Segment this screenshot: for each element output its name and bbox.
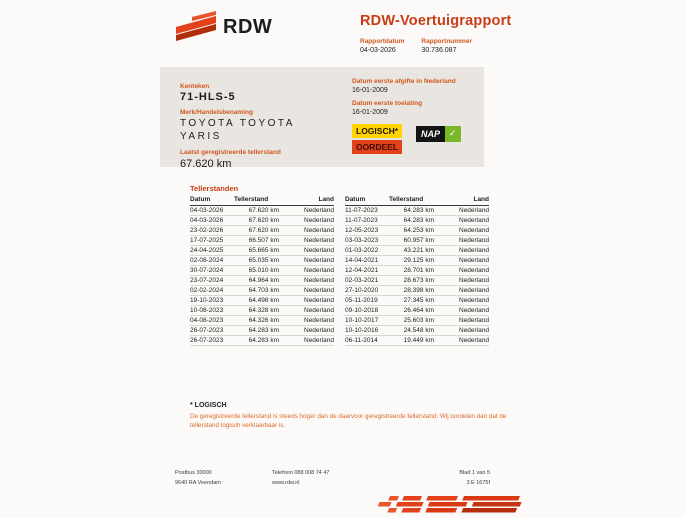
cell-tellerstand: 65.035 km: [248, 257, 279, 264]
table-row: [190, 236, 334, 246]
cell-land: Nederland: [304, 227, 334, 234]
cell-tellerstand: 64.283 km: [403, 207, 434, 214]
cell-datum: 05-11-2019: [345, 297, 378, 304]
cell-tellerstand: 43.221 km: [403, 247, 434, 254]
table-row: [345, 266, 489, 276]
cell-tellerstand: 64.328 km: [248, 307, 279, 314]
cell-tellerstand: 64.283 km: [403, 217, 434, 224]
cell-tellerstand: 66.507 km: [248, 237, 279, 244]
afgifte-value: 16-01-2009: [352, 87, 388, 94]
footer-address-line1: Postbus 30000: [175, 470, 212, 476]
table-row: [345, 336, 489, 346]
table-row: [190, 206, 334, 216]
footer-address-line2: 9640 RA Veendam: [175, 480, 221, 487]
cell-tellerstand: 64.964 km: [248, 277, 279, 284]
toelating-value: 16-01-2009: [352, 109, 388, 116]
rdw-logo: [172, 11, 272, 44]
table-row: [190, 276, 334, 286]
nap-logo: [416, 126, 461, 142]
table-row: [190, 216, 334, 226]
cell-datum: 26-07-2023: [190, 337, 224, 344]
table-row: [345, 206, 489, 216]
table-row: [345, 316, 489, 326]
rapportnummer-label: Rapportnummer: [421, 38, 472, 45]
table-row: [190, 256, 334, 266]
cell-land: Nederland: [304, 337, 334, 344]
table-row: [345, 286, 489, 296]
merk-value-line1: TOYOTA TOYOTA: [180, 118, 295, 129]
merk-value-line2: YARIS: [180, 131, 222, 142]
footer-phone: Telefoon 088 008 74 47: [272, 470, 330, 476]
table-row: [190, 286, 334, 296]
cell-tellerstand: 60.957 km: [403, 237, 434, 244]
cell-land: Nederland: [304, 307, 334, 314]
tellerstand-label: Laatst geregistreerde tellerstand: [180, 149, 281, 156]
cell-datum: 14-04-2021: [345, 257, 379, 264]
cell-tellerstand: 19.449 km: [403, 337, 434, 344]
cell-tellerstand: 28.398 km: [403, 287, 434, 294]
logisch-oordeel-badge: [352, 124, 402, 154]
cell-tellerstand: 28.673 km: [403, 277, 434, 284]
cell-tellerstand: 26.464 km: [403, 307, 434, 314]
cell-tellerstand: 64.283 km: [248, 327, 279, 334]
tellerstanden-section-title: Tellerstanden: [190, 184, 239, 193]
nap-logo-text: NAP: [416, 126, 445, 142]
column-header-tellerstand: Tellerstand: [389, 196, 424, 203]
cell-tellerstand: 27.345 km: [403, 297, 434, 304]
cell-tellerstand: 64.253 km: [403, 227, 434, 234]
table-body-left: [190, 206, 334, 346]
logisch-note-title: * LOGISCH: [190, 402, 227, 409]
tellerstanden-tables: [190, 194, 490, 346]
rdw-stripes-decoration: [368, 496, 522, 518]
column-header-datum: Datum: [345, 196, 366, 203]
cell-land: Nederland: [304, 217, 334, 224]
cell-datum: 26-07-2023: [190, 327, 224, 334]
cell-land: Nederland: [304, 257, 334, 264]
merk-label: Merk/Handelsbenaming: [180, 109, 253, 116]
cell-datum: 30-07-2024: [190, 267, 224, 274]
cell-datum: 02-08-2024: [190, 257, 224, 264]
table-row: [345, 276, 489, 286]
table-row: [190, 246, 334, 256]
cell-datum: 10-08-2023: [190, 307, 224, 314]
cell-land: Nederland: [459, 227, 489, 234]
cell-land: Nederland: [304, 297, 334, 304]
table-row: [190, 226, 334, 236]
table-row: [190, 326, 334, 336]
cell-datum: 27-10-2020: [345, 287, 379, 294]
cell-datum: 03-03-2023: [345, 237, 379, 244]
rapportdatum-value: 04-03-2026: [360, 47, 396, 54]
table-row: [345, 326, 489, 336]
oordeel-badge: OORDEEL: [352, 140, 402, 154]
cell-datum: 04-03-2026: [190, 207, 224, 214]
tellerstanden-table-left: [190, 194, 334, 346]
cell-land: Nederland: [304, 317, 334, 324]
table-row: [345, 296, 489, 306]
table-row: [190, 306, 334, 316]
table-row: [345, 236, 489, 246]
cell-tellerstand: 67.620 km: [248, 217, 279, 224]
column-header-land: Land: [318, 196, 334, 203]
rapportnummer-value: 30.736.087: [421, 47, 457, 54]
footer-pageinfo: [430, 468, 490, 489]
cell-land: Nederland: [304, 287, 334, 294]
cell-datum: 10-10-2017: [345, 317, 379, 324]
logisch-note-text: De geregistreerde tellerstand is steeds hoger dan de daarvoor geregistreerde tellerstand. Wij oordelen dan dat de tellerstand logisch verklaarbaar is.: [190, 413, 507, 430]
cell-land: Nederland: [459, 267, 489, 274]
cell-tellerstand: 24.548 km: [403, 327, 434, 334]
logisch-badge: LOGISCH*: [352, 124, 402, 138]
cell-tellerstand: 28.701 km: [403, 267, 434, 274]
table-row: [190, 316, 334, 326]
footer-contact: [272, 468, 330, 489]
cell-datum: 11-07-2023: [345, 217, 378, 224]
rdw-stripes-icon: [368, 496, 522, 513]
cell-datum: 12-04-2021: [345, 267, 379, 274]
cell-datum: 23-02-2026: [190, 227, 224, 234]
cell-datum: 06-11-2014: [345, 337, 378, 344]
table-row: [190, 266, 334, 276]
cell-land: Nederland: [304, 207, 334, 214]
cell-land: Nederland: [459, 337, 489, 344]
cell-datum: 12-05-2023: [345, 227, 379, 234]
table-row: [345, 226, 489, 236]
cell-tellerstand: 64.703 km: [248, 287, 279, 294]
vehicle-summary-panel: [160, 67, 484, 170]
cell-tellerstand: 67.620 km: [248, 227, 279, 234]
column-header-tellerstand: Tellerstand: [234, 196, 269, 203]
cell-land: Nederland: [304, 237, 334, 244]
cell-land: Nederland: [459, 207, 489, 214]
footer-page-number: Blad 1 van 5: [459, 470, 490, 476]
cell-datum: 01-03-2022: [345, 247, 379, 254]
cell-land: Nederland: [304, 247, 334, 254]
table-header: [190, 194, 334, 206]
cell-tellerstand: 65.010 km: [248, 267, 279, 274]
cell-tellerstand: 25.603 km: [403, 317, 434, 324]
cell-tellerstand: 64.283 km: [248, 337, 279, 344]
footer-doc-code: 3 E 1675f: [466, 480, 490, 487]
rapportdatum-block: [360, 38, 404, 54]
tellerstand-value: 67.620 km: [180, 158, 232, 170]
toelating-label: Datum eerste toelating: [352, 100, 423, 107]
rapportdatum-label: Rapportdatum: [360, 38, 405, 45]
cell-tellerstand: 29.125 km: [403, 257, 434, 264]
cell-land: Nederland: [304, 327, 334, 334]
vehicle-summary-left: [160, 67, 352, 170]
cell-land: Nederland: [459, 287, 489, 294]
footer-website-link[interactable]: www.rdw.nl: [272, 480, 300, 487]
report-meta: [360, 38, 472, 54]
cell-land: Nederland: [459, 277, 489, 284]
cell-land: Nederland: [459, 247, 489, 254]
afgifte-label: Datum eerste afgifte in Nederland: [352, 78, 456, 85]
cell-land: Nederland: [459, 217, 489, 224]
kenteken-value: 71-HLS-5: [180, 91, 236, 103]
table-header: [345, 194, 489, 206]
table-row: [345, 256, 489, 266]
report-title: RDW-Voertuigrapport: [360, 13, 512, 29]
cell-datum: 11-07-2023: [345, 207, 378, 214]
vehicle-summary-right: [352, 67, 484, 167]
cell-land: Nederland: [459, 327, 489, 334]
cell-datum: 24-04-2025: [190, 247, 224, 254]
check-icon: ✓: [445, 126, 461, 142]
cell-land: Nederland: [459, 307, 489, 314]
column-header-datum: Datum: [190, 196, 211, 203]
cell-land: Nederland: [459, 237, 489, 244]
table-row: [190, 336, 334, 346]
table-row: [345, 216, 489, 226]
cell-land: Nederland: [459, 257, 489, 264]
cell-datum: 09-10-2018: [345, 307, 379, 314]
rdw-logo-text: RDW: [223, 16, 273, 38]
cell-tellerstand: 64.326 km: [248, 317, 279, 324]
table-row: [190, 296, 334, 306]
cell-datum: 23-07-2024: [190, 277, 224, 284]
tellerstanden-table-right: [345, 194, 489, 346]
cell-datum: 19-10-2023: [190, 297, 224, 304]
rapportnummer-block: [421, 38, 472, 54]
cell-land: Nederland: [304, 277, 334, 284]
cell-datum: 17-07-2025: [190, 237, 224, 244]
cell-land: Nederland: [459, 297, 489, 304]
cell-datum: 04-08-2023: [190, 317, 224, 324]
cell-tellerstand: 65.665 km: [248, 247, 279, 254]
cell-datum: 04-03-2026: [190, 217, 224, 224]
cell-datum: 10-10-2016: [345, 327, 379, 334]
column-header-land: Land: [473, 196, 489, 203]
oordeel-badges: [352, 124, 480, 154]
cell-datum: 02-03-2021: [345, 277, 379, 284]
cell-land: Nederland: [304, 267, 334, 274]
cell-tellerstand: 64.498 km: [248, 297, 279, 304]
cell-tellerstand: 67.620 km: [248, 207, 279, 214]
cell-land: Nederland: [459, 317, 489, 324]
table-row: [345, 306, 489, 316]
kenteken-label: Kenteken: [180, 83, 210, 90]
cell-datum: 02-02-2024: [190, 287, 224, 294]
table-body-right: [345, 206, 489, 346]
footer-address: [175, 468, 221, 489]
table-row: [345, 246, 489, 256]
rdw-flag-icon: [172, 11, 218, 44]
